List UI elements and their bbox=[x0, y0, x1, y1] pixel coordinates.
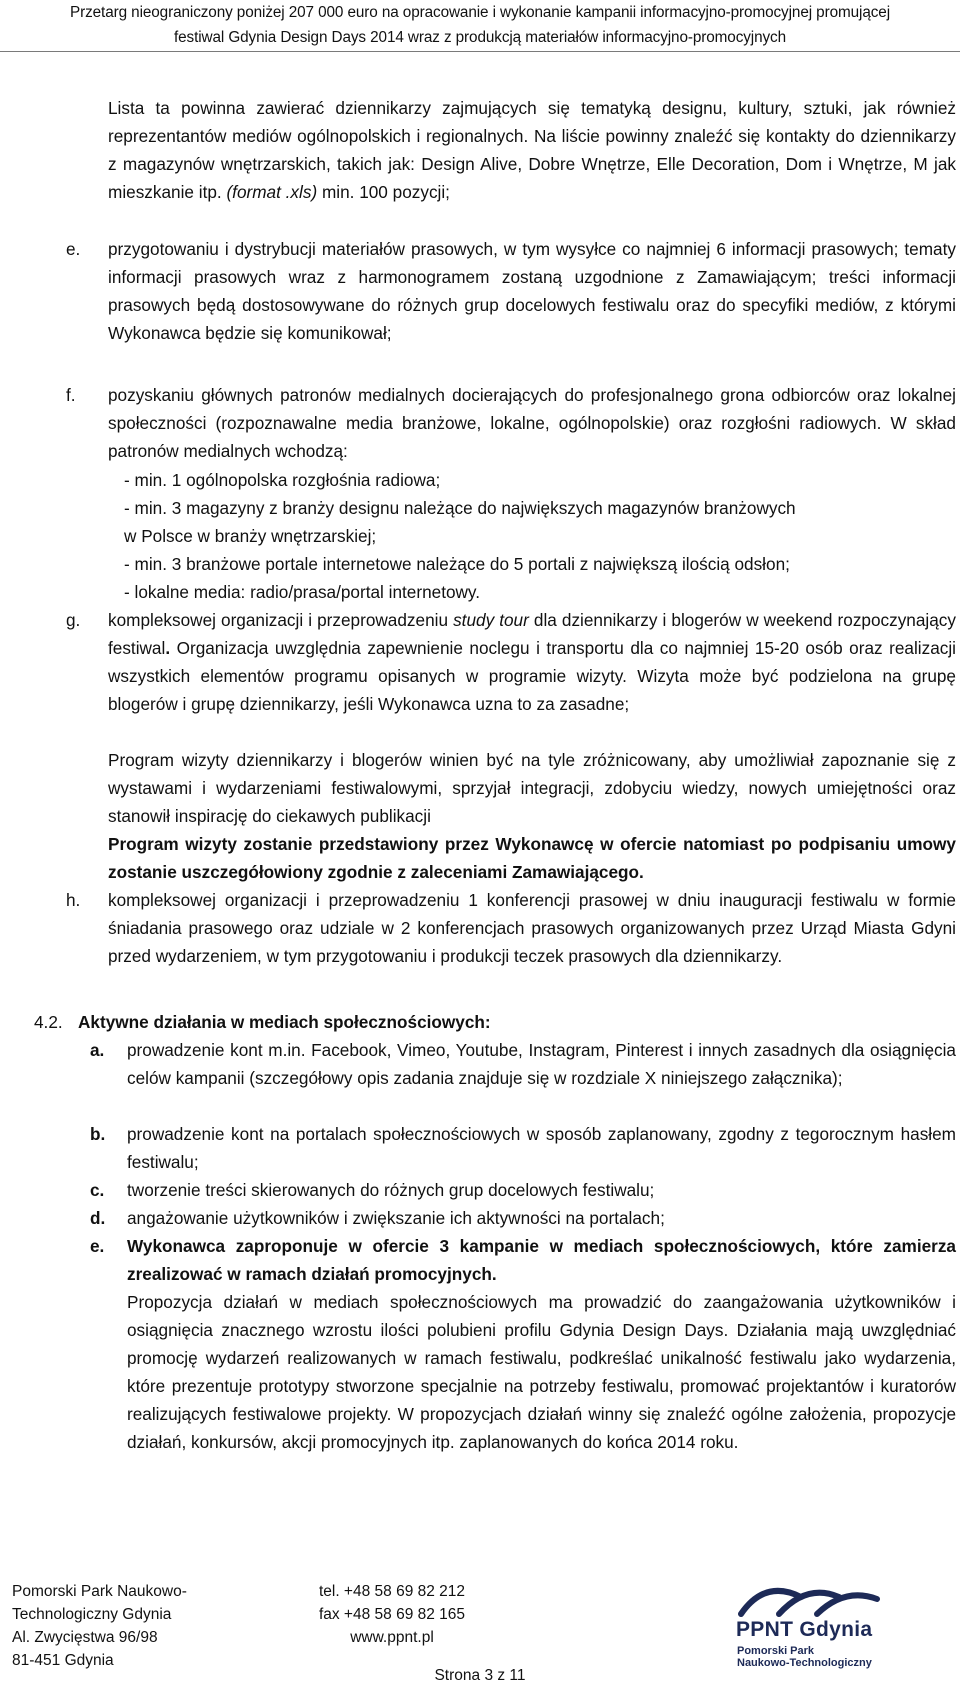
item-e-description: Propozycja działań w mediach społecznościowych ma prowadzić do zaangażowania użytkowników i osiągnięcia znacznego wzrostu ilości polubieni profilu Gdynia Design Days. Działania mają uwzględniać promocję wydarzeń realizowanych w ramach festiwalu, podkreślać unikalność festiwalu jako wydarzenia, które prezentuje prototypy stworzone specjalnie na potrzeby festiwalu, promować projektantów i kuratorów realizujących festiwalowe projekty. W propozycjach działań winny się znaleźć ogólne założenia, propozycje działań, konkursów, akcji promocyjnych itp. zaplanowanych do końca 2014 roku. bbox=[127, 1292, 956, 1452]
header-line-2: festiwal Gdynia Design Days 2014 wraz z produkcją materiałów informacyjno-promocyjnych bbox=[173, 29, 787, 46]
footer-address-line-4: 81-451 Gdynia bbox=[12, 1652, 114, 1669]
footer-fax: fax +48 58 69 82 165 bbox=[318, 1606, 466, 1623]
footer-contact bbox=[306, 1580, 478, 1649]
logo-subtitle: Pomorski Park Naukowo-Technologiczny bbox=[737, 1645, 872, 1669]
footer-address-line-3: Al. Zwycięstwa 96/98 bbox=[12, 1629, 158, 1646]
footer-address-line-1: Pomorski Park Naukowo- bbox=[12, 1583, 187, 1600]
item-c-text: tworzenie treści skierowanych do różnych grup docelowych festiwalu; bbox=[127, 1180, 655, 1200]
item-f-sub-3: - min. 3 branżowe portale internetowe należące do 5 portali z największą ilością odsłon; bbox=[124, 554, 790, 574]
section-number: 4.2. bbox=[34, 1012, 63, 1032]
list-marker-a: a. bbox=[90, 1040, 105, 1060]
item-e-text: przygotowaniu i dystrybucji materiałów prasowych, w tym wysyłce co najmniej 6 informacji prasowych; tematy informacji prasowych wraz z harmonogramem zostaną uzgodnione z Zamawiającym; treści informacji prasowych będą dostosowywane do różnych grup docelowych festiwalu oraz do specyfiki mediów, z którymi Wykonawca będzie się komunikował; bbox=[108, 239, 956, 343]
footer-address bbox=[12, 1580, 187, 1672]
list-marker-d: d. bbox=[90, 1208, 106, 1228]
logo-title: PPNT Gdynia bbox=[736, 1618, 873, 1641]
list-marker-h: h. bbox=[66, 890, 81, 910]
item-d-text: angażowanie użytkowników i zwiększanie ich aktywności na portalach; bbox=[127, 1208, 665, 1228]
list-marker-g: g. bbox=[66, 610, 81, 630]
item-g-paragraph-1: kompleksowej organizacji i przeprowadzeniu study tour dla dziennikarzy i blogerów w weekend rozpoczynający festiwal. Organizacja uwzględnia zapewnienie noclegu i transportu dla co najmniej 15-20 osób oraz realizacji wszystkich elementów programu opisanych w programie wizyty. Wizyta może być podzielona na grupę blogerów i grupę dziennikarzy, jeśli Wykonawca uzna to za zasadne; bbox=[108, 610, 956, 714]
item-g-paragraph-3: Program wizyty zostanie przedstawiony przez Wykonawcę w ofercie natomiast po podpisaniu umowy zostanie uszczegółowiony zgodnie z zaleceniami Zamawiającego. bbox=[108, 834, 956, 882]
header-line-1: Przetarg nieograniczony poniżej 207 000 euro na opracowanie i wykonanie kampanii informacyjno-promocyjnej promującej bbox=[70, 4, 890, 21]
document-header bbox=[0, 0, 960, 50]
item-g-paragraph-2: Program wizyty dziennikarzy i blogerów winien być na tyle zróżnicowany, aby umożliwiał zapoznanie się z wystawami i wydarzeniami festiwalowymi, sprzyjał integracji, zdobyciu wiedzy, nowych umiejętności oraz stanowił inspirację do ciekawych publikacji bbox=[108, 750, 956, 826]
section-title: Aktywne działania w mediach społecznościowych: bbox=[78, 1012, 491, 1032]
footer-address-line-2: Technologiczny Gdynia bbox=[12, 1606, 172, 1623]
item-f-sub-2-cont: w Polsce w branży wnętrzarskiej; bbox=[124, 526, 377, 546]
ppnt-logo bbox=[735, 1581, 925, 1671]
list-marker-f: f. bbox=[66, 385, 76, 405]
page-number: Strona 3 z 11 bbox=[434, 1667, 526, 1684]
item-f-sub-2: - min. 3 magazyny z branży designu należące do największych magazynów branżowych bbox=[124, 498, 796, 518]
list-marker-b: b. bbox=[90, 1124, 106, 1144]
header-divider bbox=[0, 51, 960, 52]
logo-waves-icon bbox=[735, 1581, 925, 1617]
item-a-text: prowadzenie kont m.in. Facebook, Vimeo, Youtube, Instagram, Pinterest i innych zasadnych dla osiągnięcia celów kampanii (szczegółowy opis zadania znajduje się w rozdziale X niniejszego załącznika); bbox=[127, 1040, 956, 1088]
item-f-sub-1: - min. 1 ogólnopolska rozgłośnia radiowa; bbox=[124, 470, 441, 490]
item-h-text: kompleksowej organizacji i przeprowadzeniu 1 konferencji prasowej w dniu inauguracji festiwalu w formie śniadania prasowego oraz udziale w 2 konferencjach prasowych organizowanych przez Urząd Miasta Gdyni przed wydarzeniem, w tym przygotowaniu i produkcji teczek prasowych dla dziennikarzy. bbox=[108, 890, 956, 966]
list-marker-e: e. bbox=[66, 239, 81, 259]
footer-tel: tel. +48 58 69 82 212 bbox=[318, 1583, 466, 1600]
footer-website[interactable]: www.ppnt.pl bbox=[350, 1629, 434, 1646]
item-f-sub-4: - lokalne media: radio/prasa/portal internetowy. bbox=[124, 582, 481, 602]
list-marker-c: c. bbox=[90, 1180, 105, 1200]
list-marker-e2: e. bbox=[90, 1236, 105, 1256]
item-f-text: pozyskaniu głównych patronów medialnych docierających do profesjonalnego grona odbiorców oraz lokalnej społeczności (rozpoznawalne media branżowe, lokalne, ogólnopolskie) oraz rozgłośni radiowych. W skład patronów medialnych wchodzą: bbox=[108, 385, 956, 461]
journalist-list-paragraph: Lista ta powinna zawierać dziennikarzy zajmujących się tematyką designu, kultury, sztuki, jak również reprezentantów mediów ogólnopolskich i regionalnych. Na liście powinny znaleźć się kontakty do dziennikarzy z magazynów wnętrzarskich, takich jak: Design Alive, Dobre Wnętrze, Elle Decoration, Dom i Wnętrze, M jak mieszkanie itp. (format .xls) min. 100 pozycji; bbox=[108, 98, 956, 202]
item-b-text: prowadzenie kont na portalach społecznościowych w sposób zaplanowany, zgodny z tegorocznym hasłem festiwalu; bbox=[127, 1124, 956, 1172]
item-e-bold-text: Wykonawca zaproponuje w ofercie 3 kampanie w mediach społecznościowych, które zamierza zrealizować w ramach działań promocyjnych. bbox=[127, 1236, 956, 1284]
